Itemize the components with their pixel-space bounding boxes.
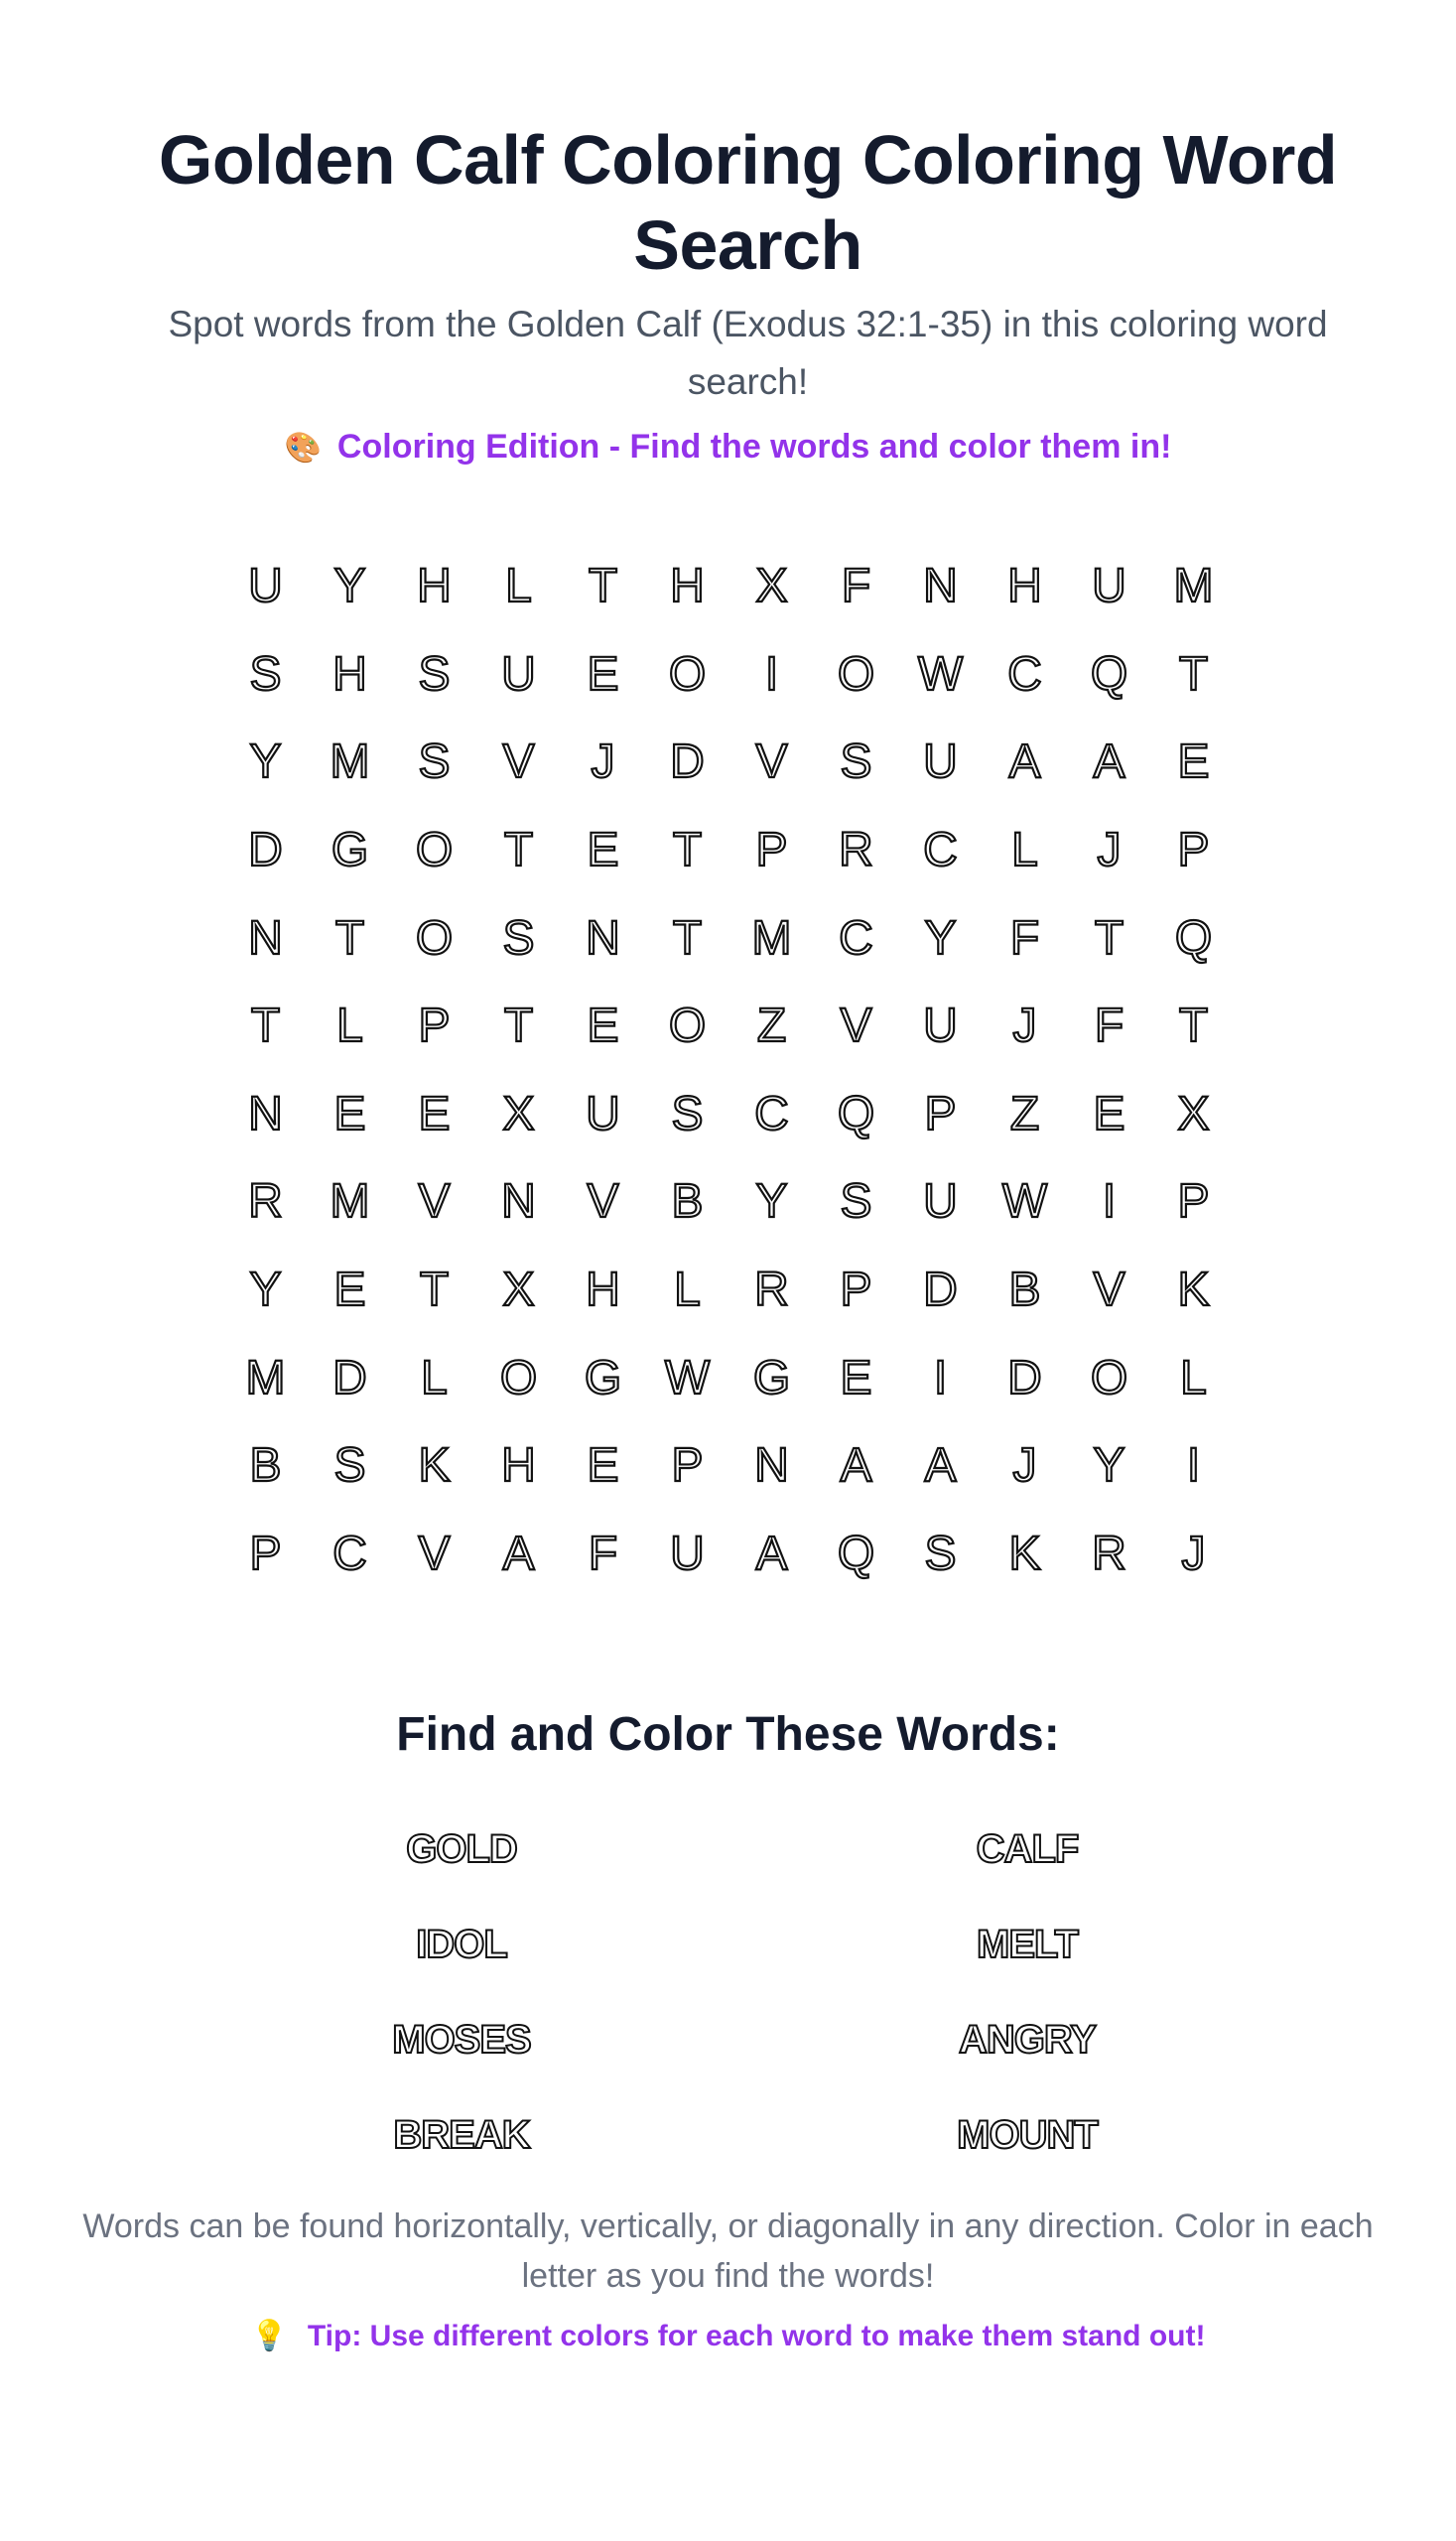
grid-cell[interactable]: E xyxy=(840,1351,872,1404)
grid-cell[interactable]: O xyxy=(415,824,454,877)
grid-cell[interactable]: G xyxy=(331,824,369,877)
grid-cell[interactable]: Q xyxy=(837,1087,875,1140)
grid-cell[interactable]: B xyxy=(671,1175,704,1229)
grid-cell[interactable]: K xyxy=(418,1439,451,1493)
grid-cell[interactable]: A xyxy=(1093,736,1125,789)
grid-cell[interactable]: J xyxy=(1012,1000,1037,1053)
grid-cell[interactable]: E xyxy=(1177,736,1210,789)
grid-cell[interactable]: R xyxy=(839,824,873,877)
grid-cell[interactable]: C xyxy=(839,911,873,965)
grid-cell[interactable]: S xyxy=(502,911,535,965)
grid-cell[interactable]: H xyxy=(417,560,452,613)
grid-cell[interactable]: M xyxy=(1173,560,1214,613)
grid-cell[interactable]: L xyxy=(674,1264,701,1317)
grid-cell[interactable]: V xyxy=(502,736,535,789)
grid-cell[interactable]: J xyxy=(1097,824,1122,877)
grid-cell[interactable]: V xyxy=(587,1175,619,1229)
grid-cell[interactable]: F xyxy=(1094,1000,1125,1053)
grid-cell[interactable]: C xyxy=(1007,647,1042,701)
grid-cell[interactable]: E xyxy=(333,1264,366,1317)
lightbulb-icon: 💡 xyxy=(250,2320,288,2352)
grid-cell[interactable]: Y xyxy=(249,1264,282,1317)
grid-cell[interactable]: C xyxy=(923,824,958,877)
grid-cell[interactable]: C xyxy=(332,1527,367,1580)
grid-cell[interactable]: U xyxy=(670,1527,705,1580)
grid-cell[interactable]: R xyxy=(754,1264,789,1317)
grid-cell[interactable]: E xyxy=(587,824,619,877)
word-list-item: MOUNT xyxy=(957,2112,1098,2157)
grid-cell[interactable]: D xyxy=(923,1264,958,1317)
grid-cell[interactable]: W xyxy=(1001,1175,1048,1229)
grid-cell[interactable]: V xyxy=(840,1000,872,1053)
grid-cell[interactable]: E xyxy=(587,1000,619,1053)
tip-text: Tip: Use different colors for each word to make them stand out! xyxy=(307,2320,1206,2352)
grid-cell[interactable]: B xyxy=(249,1439,282,1493)
grid-cell[interactable]: A xyxy=(840,1439,872,1493)
grid-cell[interactable]: F xyxy=(841,560,871,613)
grid-cell[interactable]: N xyxy=(248,911,283,965)
grid-cell[interactable]: O xyxy=(415,911,454,965)
grid-cell[interactable]: I xyxy=(1102,1175,1117,1229)
grid-cell[interactable]: P xyxy=(840,1264,872,1317)
grid-cell[interactable]: V xyxy=(418,1527,451,1580)
grid-cell[interactable]: T xyxy=(334,911,365,965)
grid-cell[interactable]: E xyxy=(1093,1087,1125,1140)
grid-cell[interactable]: T xyxy=(1094,911,1125,965)
grid-cell[interactable]: F xyxy=(1009,911,1040,965)
grid-cell[interactable]: R xyxy=(1092,1527,1126,1580)
grid-cell[interactable]: M xyxy=(245,1351,286,1404)
grid-cell[interactable]: Q xyxy=(1174,911,1213,965)
grid-cell[interactable]: T xyxy=(672,911,703,965)
grid-cell[interactable]: Y xyxy=(755,1175,788,1229)
grid-cell[interactable]: D xyxy=(670,736,705,789)
grid-cell[interactable]: R xyxy=(248,1175,283,1229)
grid-cell[interactable]: E xyxy=(587,1439,619,1493)
grid-cell[interactable]: L xyxy=(1011,824,1038,877)
grid-cell[interactable]: S xyxy=(924,1527,957,1580)
grid-cell[interactable]: V xyxy=(1093,1264,1125,1317)
grid-cell[interactable]: O xyxy=(837,647,875,701)
grid-cell[interactable]: T xyxy=(250,1000,281,1053)
grid-cell[interactable]: J xyxy=(591,736,615,789)
grid-cell[interactable]: T xyxy=(419,1264,450,1317)
grid-cell[interactable]: D xyxy=(332,1351,367,1404)
grid-cell[interactable]: P xyxy=(924,1087,957,1140)
grid-cell[interactable]: U xyxy=(586,1087,620,1140)
grid-cell[interactable]: N xyxy=(248,1087,283,1140)
word-list-item: IDOL xyxy=(416,1922,507,1966)
word-list xyxy=(179,1802,1310,2183)
grid-cell[interactable]: I xyxy=(933,1351,948,1404)
grid-cell[interactable]: P xyxy=(418,1000,451,1053)
grid-cell[interactable]: C xyxy=(754,1087,789,1140)
grid-cell[interactable]: U xyxy=(923,736,958,789)
word-list-item: BREAK xyxy=(393,2112,530,2157)
grid-cell[interactable]: X xyxy=(1177,1087,1210,1140)
grid-cell[interactable]: N xyxy=(586,911,620,965)
grid-cell[interactable]: P xyxy=(1177,824,1210,877)
grid-cell[interactable]: O xyxy=(1090,1351,1128,1404)
instructions-text: Words can be found horizontally, vertically, or diagonally in any direction. Color in each letter as you find the words! xyxy=(82,2207,1374,2295)
grid-cell[interactable]: O xyxy=(668,1000,707,1053)
grid-cell[interactable]: G xyxy=(584,1351,622,1404)
grid-cell[interactable]: Y xyxy=(249,736,282,789)
word-list-item: MELT xyxy=(977,1922,1078,1966)
grid-cell[interactable]: A xyxy=(755,1527,788,1580)
grid-cell[interactable]: A xyxy=(502,1527,535,1580)
grid-cell[interactable]: P xyxy=(1177,1175,1210,1229)
grid-cell[interactable]: J xyxy=(1181,1527,1206,1580)
grid-cell[interactable]: M xyxy=(330,736,370,789)
grid-cell[interactable]: H xyxy=(586,1264,620,1317)
edition-text: Coloring Edition - Find the words and color them in! xyxy=(336,428,1172,466)
grid-cell[interactable]: S xyxy=(418,647,451,701)
grid-cell[interactable]: Q xyxy=(837,1527,875,1580)
grid-cell[interactable]: D xyxy=(1007,1351,1042,1404)
grid-cell[interactable]: Q xyxy=(1090,647,1128,701)
grid-cell[interactable]: W xyxy=(917,647,964,701)
word-list-heading: Find and Color These Words: xyxy=(396,1708,1060,1761)
grid-cell[interactable]: I xyxy=(764,647,779,701)
grid-cell[interactable]: D xyxy=(248,824,283,877)
grid-cell[interactable]: L xyxy=(421,1351,448,1404)
grid-cell[interactable]: T xyxy=(672,824,703,877)
grid-cell[interactable]: N xyxy=(501,1175,536,1229)
grid-cell[interactable]: M xyxy=(751,911,792,965)
grid-cell[interactable]: H xyxy=(1007,560,1042,613)
grid-cell[interactable]: P xyxy=(755,824,788,877)
grid-cell[interactable]: K xyxy=(1008,1527,1041,1580)
grid-cell[interactable]: W xyxy=(664,1351,711,1404)
grid-cell[interactable]: L xyxy=(1180,1351,1207,1404)
grid-cell[interactable]: X xyxy=(755,560,788,613)
grid-cell[interactable]: Y xyxy=(1093,1439,1125,1493)
grid-cell[interactable]: U xyxy=(248,560,283,613)
grid-cell[interactable]: G xyxy=(752,1351,791,1404)
page-title: Golden Calf Coloring Coloring Word Search xyxy=(158,121,1338,284)
grid-cell[interactable]: E xyxy=(333,1087,366,1140)
word-list-item: ANGRY xyxy=(959,2017,1096,2062)
word-list-item: CALF xyxy=(976,1826,1079,1871)
palette-icon: 🎨 xyxy=(284,432,322,465)
grid-cell[interactable]: X xyxy=(502,1264,535,1317)
grid-cell[interactable]: T xyxy=(503,1000,534,1053)
grid-cell[interactable]: S xyxy=(671,1087,704,1140)
tip-banner xyxy=(0,2317,1456,2356)
grid-cell[interactable]: Y xyxy=(924,911,957,965)
grid-cell[interactable]: K xyxy=(1177,1264,1210,1317)
grid-cell[interactable]: A xyxy=(1008,736,1041,789)
grid-cell[interactable]: J xyxy=(1012,1439,1037,1493)
grid-cell[interactable]: T xyxy=(1178,647,1209,701)
grid-cell[interactable]: P xyxy=(249,1527,282,1580)
grid-cell[interactable]: U xyxy=(923,1000,958,1053)
grid-cell[interactable]: B xyxy=(1008,1264,1041,1317)
grid-cell[interactable]: Z xyxy=(756,1000,787,1053)
grid-cell[interactable]: U xyxy=(501,647,536,701)
grid-cell[interactable]: O xyxy=(499,1351,538,1404)
grid-cell[interactable]: M xyxy=(330,1175,370,1229)
grid-cell[interactable]: U xyxy=(923,1175,958,1229)
page-subtitle: Spot words from the Golden Calf (Exodus 32:1-35) in this coloring word search! xyxy=(168,304,1328,402)
grid-cell[interactable]: S xyxy=(840,736,872,789)
grid-cell[interactable]: V xyxy=(418,1175,451,1229)
grid-cell[interactable]: N xyxy=(754,1439,789,1493)
word-list-item: GOLD xyxy=(406,1826,517,1871)
grid-cell[interactable]: S xyxy=(840,1175,872,1229)
grid-cell[interactable]: U xyxy=(1092,560,1126,613)
grid-cell[interactable]: H xyxy=(501,1439,536,1493)
grid-cell[interactable]: H xyxy=(332,647,367,701)
letter-grid xyxy=(223,543,1236,1598)
grid-cell[interactable]: V xyxy=(755,736,788,789)
grid-cell[interactable]: T xyxy=(1178,1000,1209,1053)
grid-cell[interactable]: N xyxy=(923,560,958,613)
grid-cell[interactable]: T xyxy=(503,824,534,877)
grid-cell[interactable]: H xyxy=(670,560,705,613)
grid-cell[interactable]: O xyxy=(668,647,707,701)
grid-cell[interactable]: L xyxy=(336,1000,363,1053)
grid-cell[interactable]: Y xyxy=(333,560,366,613)
grid-cell[interactable]: P xyxy=(671,1439,704,1493)
grid-cell[interactable]: S xyxy=(249,647,282,701)
edition-banner xyxy=(0,425,1456,470)
grid-cell[interactable]: S xyxy=(333,1439,366,1493)
word-list-item: MOSES xyxy=(392,2017,531,2062)
grid-cell[interactable]: T xyxy=(588,560,618,613)
grid-cell[interactable]: A xyxy=(924,1439,957,1493)
grid-cell[interactable]: S xyxy=(418,736,451,789)
grid-cell[interactable]: I xyxy=(1186,1439,1201,1493)
grid-cell[interactable]: F xyxy=(588,1527,618,1580)
grid-cell[interactable]: E xyxy=(418,1087,451,1140)
grid-cell[interactable]: L xyxy=(505,560,532,613)
grid-cell[interactable]: E xyxy=(587,647,619,701)
grid-cell[interactable]: X xyxy=(502,1087,535,1140)
grid-cell[interactable]: Z xyxy=(1009,1087,1040,1140)
